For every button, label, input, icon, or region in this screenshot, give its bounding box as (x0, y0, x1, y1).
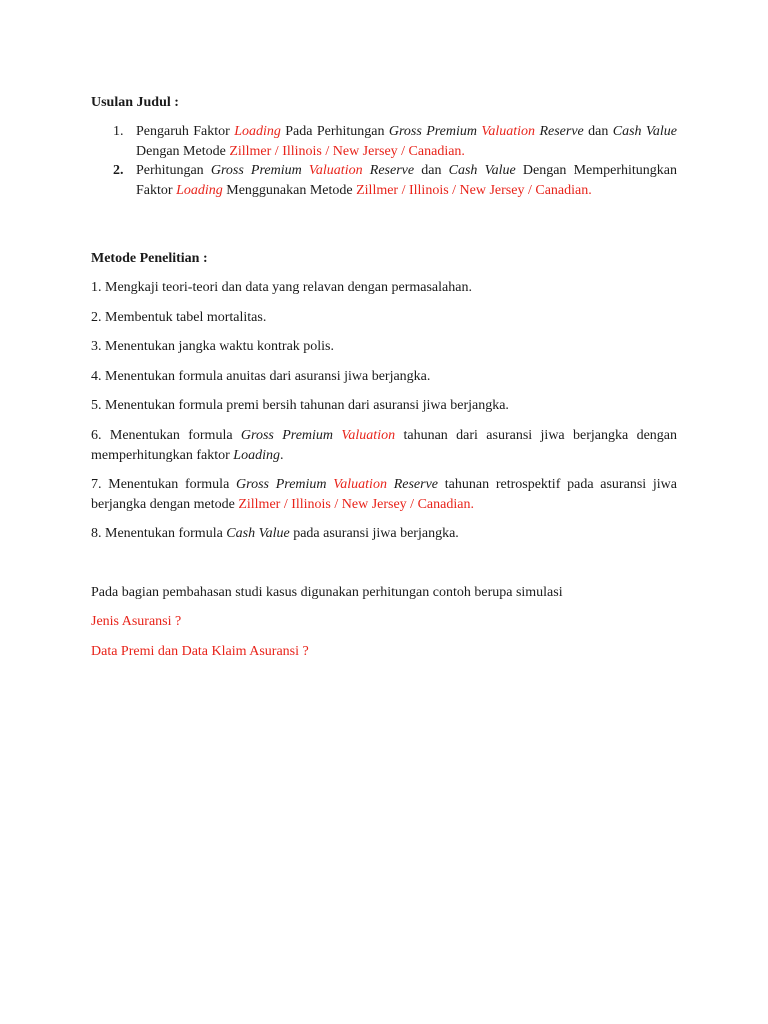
metode-step (91, 278, 677, 298)
text-run: Valuation (341, 428, 396, 443)
text-run: Pada Perhitungan (280, 124, 389, 139)
text-run: dan (583, 124, 613, 139)
text-run: Dengan Metode (136, 143, 230, 159)
text-run: Loading (176, 182, 223, 198)
text-run: Gross Premium (240, 428, 342, 443)
metode-step (91, 426, 677, 465)
metode-step (91, 524, 677, 544)
text-run: Reserve (362, 163, 415, 178)
text-run: Cash Value (226, 526, 290, 541)
text-run: 7. Menentukan formula (91, 477, 237, 492)
usulan-list (113, 122, 677, 200)
metode-step (91, 396, 677, 416)
usulan-item-number: 1. (113, 124, 124, 139)
text-run: Reserve (535, 124, 584, 139)
metode-step (91, 367, 677, 387)
text-run: 3. Menentukan jangka waktu kontrak polis. (91, 339, 335, 354)
text-run: Valuation (333, 477, 387, 492)
usulan-item-2 (113, 161, 677, 200)
usulan-item-1 (113, 122, 677, 161)
metode-step (91, 337, 677, 357)
text-run: Cash Value (448, 163, 516, 178)
text-run: Gross Premium (388, 124, 482, 139)
text-run: Pengaruh Faktor (136, 124, 235, 139)
metode-heading: Metode Penelitian : (91, 251, 208, 266)
usulan-heading: Usulan Judul : (91, 95, 179, 110)
text-run: 1. Mengkaji teori-teori dan data yang relavan dengan permasalahan. (91, 280, 472, 295)
closing-intro: Pada bagian pembahasan studi kasus digunakan perhitungan contoh berupa simulasi (91, 585, 563, 600)
text-run: Menggunakan Metode (222, 182, 357, 198)
text-run: Zillmer / Illinois / New Jersey / Canadian. (238, 496, 474, 512)
text-run: 8. Menentukan formula (91, 526, 227, 541)
text-run: tahunan dari asuransi jiwa berjangka dengan memperhitungkan faktor (91, 428, 678, 463)
text-run: tahunan retrospektif pada asuransi jiwa berjangka dengan metode (91, 477, 678, 512)
text-run: Loading (233, 447, 280, 463)
usulan-item-text (136, 124, 677, 159)
text-run: Gross Premium (236, 477, 334, 492)
text-run: . (279, 447, 284, 463)
text-run: 6. Menentukan formula (91, 428, 241, 443)
text-run: pada asuransi jiwa berjangka. (289, 526, 459, 541)
text-run: 2. Membentuk tabel mortalitas. (91, 310, 267, 325)
metode-step (91, 308, 677, 328)
question-premium-claim-data: Data Premi dan Data Klaim Asuransi ? (91, 644, 309, 659)
text-run: dan (414, 163, 449, 178)
text-run: Valuation (481, 124, 536, 139)
text-run: Valuation (308, 163, 363, 178)
text-run: Zillmer / Illinois / New Jersey / Canadian. (356, 182, 592, 198)
text-run: Zillmer / Illinois / New Jersey / Canadian. (229, 143, 465, 159)
text-run: Cash Value (612, 124, 678, 139)
text-run: Perhitungan (136, 163, 211, 178)
usulan-item-number: 2. (113, 163, 124, 178)
text-run: Reserve (386, 477, 439, 492)
usulan-item-text (136, 163, 677, 198)
text-run: 4. Menentukan formula anuitas dari asuransi jiwa berjangka. (91, 369, 431, 384)
text-run: Dengan Memperhitungkan Faktor (136, 163, 678, 198)
text-run: 5. Menentukan formula premi bersih tahunan dari asuransi jiwa berjangka. (91, 398, 509, 413)
metode-step (91, 475, 677, 514)
question-insurance-type: Jenis Asuransi ? (91, 614, 182, 629)
text-run: Loading (234, 124, 281, 139)
text-run: Gross Premium (210, 163, 309, 178)
